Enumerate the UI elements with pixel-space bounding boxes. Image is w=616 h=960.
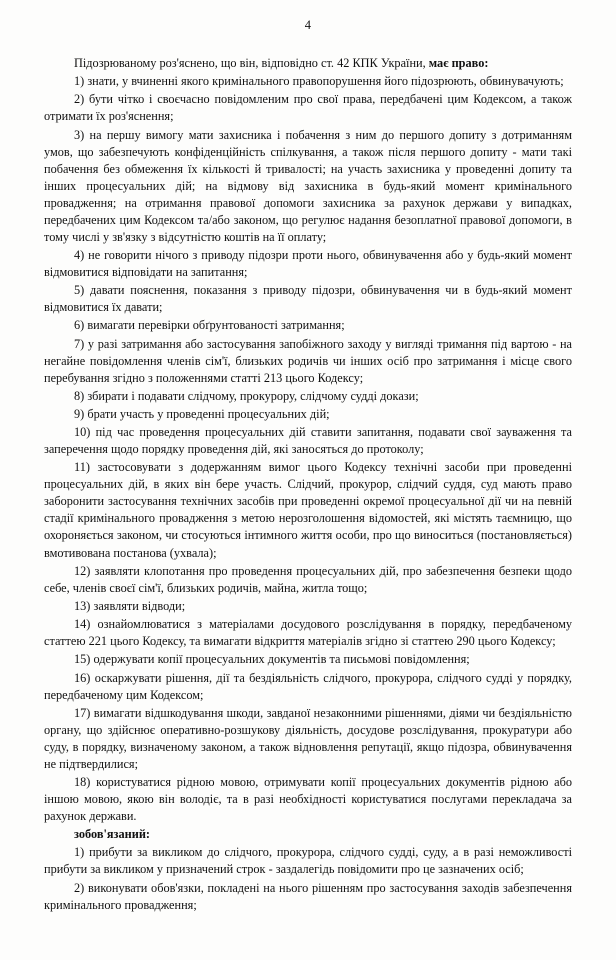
paragraph-text: 7) у разі затримання або застосування запобіжного заходу у вигляді тримання під вартою - на негайне повідомлення членів сім'ї, близьких родичів чи інших осіб про затримання і місце свого перебування згідно з положеннями статті 213 цього Кодексу; bbox=[44, 336, 572, 385]
paragraph-obligations-heading bbox=[44, 826, 572, 843]
paragraph-text-lead: Підозрюваному роз'яснено, що він, відповідно ст. 42 КПК України, bbox=[74, 56, 429, 70]
page-number: 4 bbox=[304, 18, 312, 32]
paragraph-text: 16) оскаржувати рішення, дії та бездіяльність слідчого, прокурора, слідчого судді у порядку, передбаченому цим Кодексом; bbox=[44, 670, 572, 702]
paragraph-text: зобов'язаний: bbox=[74, 827, 150, 842]
paragraph-text: 9) брати участь у проведенні процесуальних дій; bbox=[74, 407, 330, 421]
paragraph-text: 17) вимагати відшкодування шкоди, завданої незаконними рішеннями, діями чи бездіяльністю органу, що здійснює оперативно-розшукову діяльність, досудове розслідування, прокуратури або суду, в порядку, визначеному законом, а також відновлення репутації, якщо підозра, обвинувачення не підтвердилися; bbox=[44, 705, 572, 771]
paragraph-item-3 bbox=[44, 127, 572, 246]
paragraph-item-10 bbox=[44, 424, 572, 458]
paragraph-text-emphasis: має право: bbox=[428, 56, 489, 70]
paragraph-intro bbox=[44, 55, 572, 72]
paragraph-item-4 bbox=[44, 247, 572, 281]
paragraph-item-5 bbox=[44, 282, 572, 316]
paragraph-item-18 bbox=[44, 774, 572, 825]
paragraph-text: 15) одержувати копії процесуальних документів та письмові повідомлення; bbox=[74, 652, 470, 667]
paragraph-item-16 bbox=[44, 670, 572, 704]
paragraph-text: 10) під час проведення процесуальних дій ставити запитання, подавати свої зауваження та заперечення щодо порядку проведення дій, які заносяться до протоколу; bbox=[44, 425, 572, 457]
paragraph-text: 5) давати пояснення, показання з приводу підозри, обвинувачення чи в будь-який момент відмовитися їх давати; bbox=[44, 283, 572, 315]
paragraph-text: 1) прибути за викликом до слідчого, прокурора, слідчого судді, суду, а в разі неможливості прибути за викликом у призначений строк - заздалегідь повідомити про це зазначених осіб; bbox=[44, 845, 572, 877]
paragraph-item-13 bbox=[44, 598, 572, 615]
paragraph-ob-2 bbox=[44, 880, 572, 914]
paragraph-item-17 bbox=[44, 705, 572, 773]
paragraph-ob-1 bbox=[44, 844, 572, 878]
paragraph-item-8 bbox=[44, 388, 572, 405]
paragraph-item-14 bbox=[44, 616, 572, 650]
paragraph-item-6 bbox=[44, 317, 572, 334]
paragraph-text: 3) на першу вимогу мати захисника і побачення з ним до першого допиту з дотриманням умов, що забезпечують конфіденційність спілкування, а також після першого допиту - мати такі побачення без обмеження їх кількості й тривалості; на участь захисника у проведенні допиту та інших процесуальних дій; на відмову від захисника в будь-який момент кримінального провадження; на отримання правової допомоги захисника за рахунок держави у випадках, передбачених цим Кодексом та/або законом, що регулює надання безоплатної правової допомоги, в тому числі у зв'язку з відсутністю коштів на її оплату; bbox=[44, 127, 572, 244]
paragraph-text: 2) бути чітко і своєчасно повідомленим про свої права, передбачені цим Кодексом, а також отримати їх роз'яснення; bbox=[44, 92, 572, 124]
paragraph-text: 6) вимагати перевірки обґрунтованості затримання; bbox=[74, 318, 345, 333]
paragraph-item-15 bbox=[44, 651, 572, 668]
paragraph-text: 14) ознайомлюватися з матеріалами досудового розслідування в порядку, передбаченому статтею 221 цього Кодексу, та вимагати відкриття матеріалів згідно зі статтею 290 цього Кодексу; bbox=[44, 617, 572, 649]
paragraph-item-7 bbox=[44, 336, 572, 387]
paragraph-item-1 bbox=[44, 73, 572, 90]
paragraph-text: 1) знати, у вчиненні якого кримінального правопорушення його підозрюють, обвинувачують; bbox=[74, 74, 564, 89]
paragraph-item-2 bbox=[44, 91, 572, 125]
paragraph-item-9 bbox=[44, 406, 572, 423]
paragraph-text: 18) користуватися рідною мовою, отримувати копії процесуальних документів рідною або іншою мовою, якою він володіє, та в разі необхідності користуватися послугами перекладача за рахунок держави. bbox=[44, 775, 572, 824]
paragraph-text: 4) не говорити нічого з приводу підозри проти нього, обвинувачення або у будь-який момент відмовитися відповідати на запитання; bbox=[44, 247, 572, 279]
paragraph-text: 8) збирати і подавати слідчому, прокурору, слідчому судді докази; bbox=[74, 388, 419, 403]
paragraph-text: 13) заявляти відводи; bbox=[74, 598, 186, 613]
paragraph-text: 2) виконувати обов'язки, покладені на нього рішенням про застосування заходів забезпечення кримінального провадження; bbox=[44, 880, 572, 912]
paragraph-text: 11) застосовувати з додержанням вимог цього Кодексу технічні засоби при проведенні процесуальних дій, в яких він бере участь. Слідчий, прокурор, слідчий суддя, суд мають право заборонити застосування технічних засобів при проведенні окремої процесуальної дії чи на певній стадії кримінального провадження з метою нерозголошення відомостей, які містять таємницю, що охороняється законом, чи стосуються інтимного життя особи, про що виноситься (постановляється) вмотивована постанова (ухвала); bbox=[44, 460, 572, 560]
paragraph-text: 12) заявляти клопотання про проведення процесуальних дій, про забезпечення безпеки щодо себе, членів своєї сім'ї, близьких родичів, майна, житла тощо; bbox=[44, 563, 572, 595]
paragraph-item-11 bbox=[44, 459, 572, 561]
document-body bbox=[44, 55, 572, 914]
paragraph-item-12 bbox=[44, 563, 572, 597]
